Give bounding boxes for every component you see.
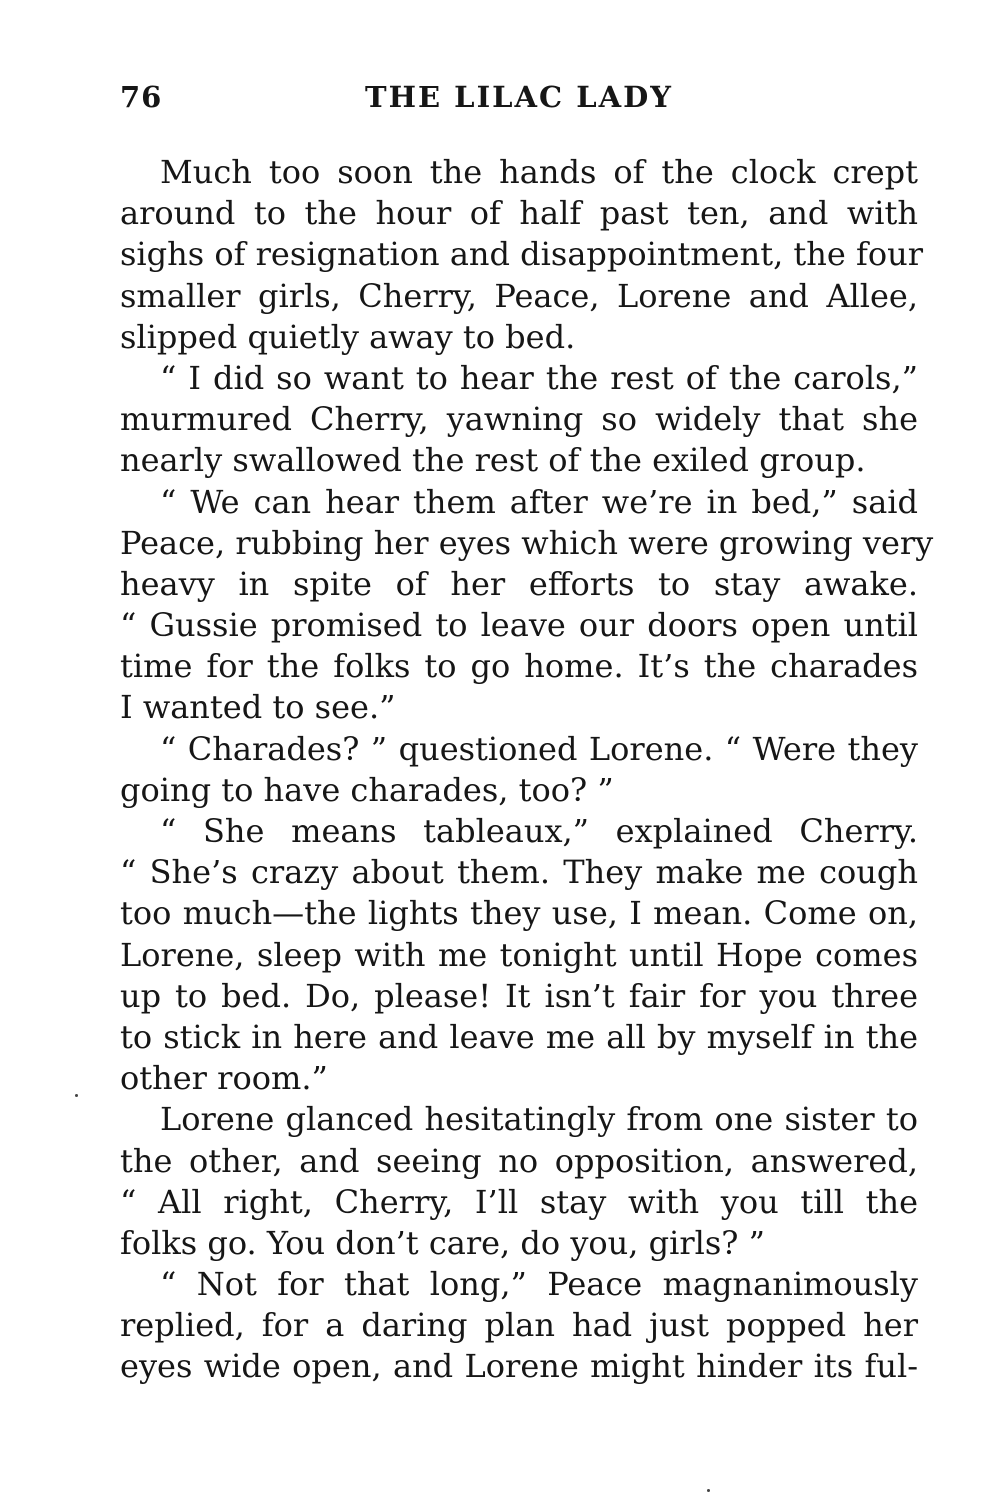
text-line: other room.” (120, 1059, 328, 1098)
text-line: going to have charades, too? ” (120, 770, 614, 809)
text-line: Lorene glanced hesitatingly from one sister to (160, 1100, 918, 1139)
page-number: 76 (120, 80, 163, 114)
print-speck (707, 1489, 710, 1492)
text-line: nearly swallowed the rest of the exiled group. (120, 441, 866, 480)
text-line: “ We can hear them after we’re in bed,” said (160, 482, 918, 521)
text-line: “ She’s crazy about them. They make me cough (120, 853, 918, 892)
text-line: eyes wide open, and Lorene might hinder its ful- (120, 1347, 918, 1386)
text-line: the other, and seeing no opposition, answered, (120, 1141, 918, 1180)
text-line: I wanted to see.” (120, 688, 396, 727)
text-line: up to bed. Do, please! It isn’t fair for you three (120, 976, 918, 1015)
text-line: Lorene, sleep with me tonight until Hope comes (120, 935, 918, 974)
text-line: Peace, rubbing her eyes which were growing very (120, 523, 934, 562)
text-line: “ I did so want to hear the rest of the carols,” (160, 358, 918, 397)
text-line: Much too soon the hands of the clock crept (160, 153, 918, 191)
book-title: THE LILAC LADY (365, 80, 673, 114)
text-line: “ All right, Cherry, I’ll stay with you till the (120, 1182, 918, 1221)
text-line: smaller girls, Cherry, Peace, Lorene and Allee, (120, 276, 918, 315)
text-line: around to the hour of half past ten, and with (120, 194, 918, 233)
print-speck (75, 1094, 78, 1097)
running-head (120, 80, 920, 120)
text-line: heavy in spite of her efforts to stay awake. (120, 564, 918, 603)
text-line: too much—the lights they use, I mean. Come on, (120, 894, 918, 933)
text-line: to stick in here and leave me all by myself in the (120, 1017, 918, 1056)
text-line: “ Charades? ” questioned Lorene. “ Were they (160, 729, 918, 768)
text-line: “ She means tableaux,” explained Cherry. (160, 812, 918, 850)
text-line: folks go. You don’t care, do you, girls? ” (120, 1223, 765, 1262)
text-line: time for the folks to go home. It’s the charades (120, 647, 918, 686)
body-text (120, 152, 934, 1388)
text-line: sighs of resignation and disappointment, the four (120, 235, 924, 274)
text-line: “ Not for that long,” Peace magnanimously (160, 1265, 918, 1304)
text-line: murmured Cherry, yawning so widely that she (120, 400, 918, 439)
text-line: slipped quietly away to bed. (120, 317, 576, 356)
text-line: replied, for a daring plan had just popped her (120, 1306, 918, 1345)
text-line: “ Gussie promised to leave our doors open until (120, 606, 918, 645)
